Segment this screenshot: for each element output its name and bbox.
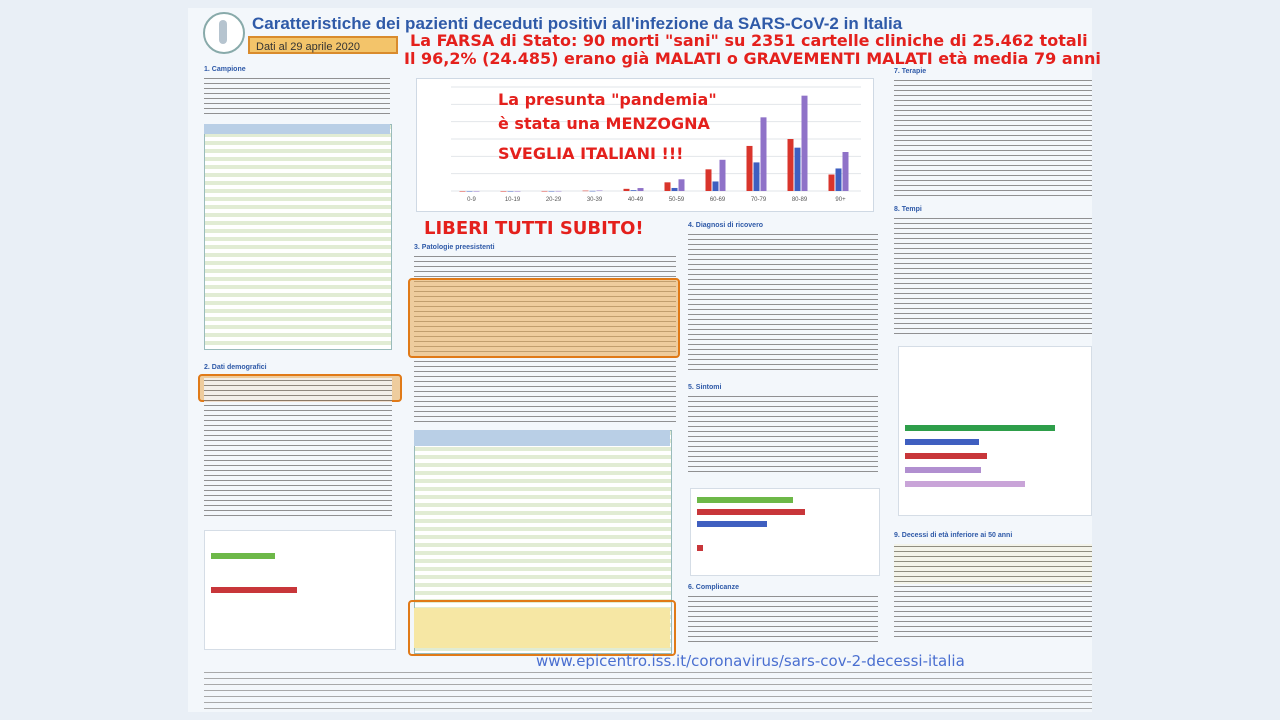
footer-authors xyxy=(204,670,1092,712)
section-4-title: 4. Diagnosi di ricovero xyxy=(688,222,764,229)
section-8-title: 8. Tempi xyxy=(894,206,922,213)
chart-bar xyxy=(597,191,603,192)
gender-bar-men xyxy=(211,587,297,593)
chart-bar xyxy=(624,189,630,191)
chart-bar xyxy=(679,179,685,191)
chart-bar xyxy=(836,168,842,191)
overlay-line-1: La presunta "pandemia" xyxy=(498,90,717,109)
section-9-title: 9. Decessi di età inferiore ai 50 anni xyxy=(894,532,1013,539)
date-badge: Dati al 29 aprile 2020 xyxy=(248,36,398,54)
section-4-text xyxy=(688,232,878,372)
chart-bar xyxy=(720,160,726,191)
chart-x-tick: 70-79 xyxy=(750,197,767,203)
chart-bar xyxy=(706,169,712,191)
symptom-bar-2 xyxy=(697,509,805,515)
chart-x-tick: 30-39 xyxy=(586,197,603,203)
headline-2: Il 96,2% (24.485) erano già MALATI o GRAVEMENTI MALATI età media 79 anni xyxy=(404,49,1101,68)
iss-logo xyxy=(203,12,245,54)
chart-bar xyxy=(795,148,801,191)
chart-bar xyxy=(672,188,678,191)
gender-bar-women xyxy=(211,553,275,559)
timing-chart xyxy=(898,346,1092,516)
chart-x-tick: 40-49 xyxy=(627,197,644,203)
chart-bar xyxy=(638,188,644,191)
symptom-bar-4 xyxy=(697,545,703,551)
chart-bar xyxy=(508,191,514,192)
section-6-text xyxy=(688,594,878,642)
chart-x-tick: 90+ xyxy=(835,197,846,203)
overlay-line-2: è stata una MENZOGNA xyxy=(498,114,710,133)
chart-bar xyxy=(460,191,466,192)
timing-bar-1 xyxy=(905,425,1055,431)
chart-bar xyxy=(829,175,835,191)
chart-bar xyxy=(501,191,507,192)
source-url[interactable]: www.epicentro.iss.it/coronavirus/sars-cov-2-decessi-italia xyxy=(536,652,965,670)
section-1-title: 1. Campione xyxy=(204,66,246,73)
section-3-title: 3. Patologie preesistenti xyxy=(414,244,495,251)
chart-bar xyxy=(590,191,596,192)
poster-title: Caratteristiche dei pazienti deceduti positivi all'infezione da SARS-CoV-2 in Italia xyxy=(252,14,903,33)
chart-x-tick: 50-59 xyxy=(668,197,685,203)
section-8-text xyxy=(894,216,1092,336)
section-7-title: 7. Terapie xyxy=(894,68,927,75)
headline-1: La FARSA di Stato: 90 morti "sani" su 2351 cartelle cliniche di 25.462 totali xyxy=(410,31,1088,50)
section-5-title: 5. Sintomi xyxy=(688,384,722,391)
regions-table-header xyxy=(204,124,390,134)
pathologies-table-header xyxy=(414,430,670,446)
section-9-text xyxy=(894,544,1092,640)
section-5-text xyxy=(688,394,878,474)
chart-bar xyxy=(583,191,589,192)
symptom-bar-3 xyxy=(697,521,767,527)
chart-bar xyxy=(788,139,794,191)
timing-bar-2 xyxy=(905,439,979,445)
chart-bar xyxy=(542,191,548,192)
chart-bar xyxy=(467,191,473,192)
chart-bar xyxy=(631,190,637,191)
chart-bar xyxy=(747,146,753,191)
section-6-title: 6. Complicanze xyxy=(688,584,739,591)
highlight-pathologies xyxy=(408,278,680,358)
chart-bar xyxy=(761,117,767,191)
regions-table xyxy=(204,124,392,350)
chart-bar xyxy=(713,181,719,191)
gender-chart xyxy=(204,530,396,650)
timing-bar-3 xyxy=(905,453,987,459)
chart-x-tick: 60-69 xyxy=(709,197,726,203)
chart-x-tick: 0-9 xyxy=(467,197,476,203)
highlight-totals xyxy=(408,600,676,656)
chart-bar xyxy=(474,191,480,192)
chart-bar xyxy=(515,191,521,192)
chart-bar xyxy=(549,191,555,192)
symptom-bar-1 xyxy=(697,497,793,503)
chart-x-tick: 80-89 xyxy=(791,197,808,203)
symptoms-chart xyxy=(690,488,880,576)
chart-bar xyxy=(802,96,808,191)
chart-x-tick: 10-19 xyxy=(504,197,521,203)
timing-bar-5 xyxy=(905,481,1025,487)
chart-bar xyxy=(556,191,562,192)
section-1-text xyxy=(204,76,390,116)
timing-bar-4 xyxy=(905,467,981,473)
chart-x-tick: 20-29 xyxy=(545,197,562,203)
section-2-title: 2. Dati demografici xyxy=(204,364,267,371)
overlay-line-3: SVEGLIA ITALIANI !!! xyxy=(498,144,684,163)
chart-bar xyxy=(665,182,671,191)
section-2-text xyxy=(204,378,392,518)
chart-bar xyxy=(843,152,849,191)
chart-bar xyxy=(754,162,760,191)
section-7-text xyxy=(894,78,1092,196)
liberi-headline: LIBERI TUTTI SUBITO! xyxy=(424,218,644,239)
